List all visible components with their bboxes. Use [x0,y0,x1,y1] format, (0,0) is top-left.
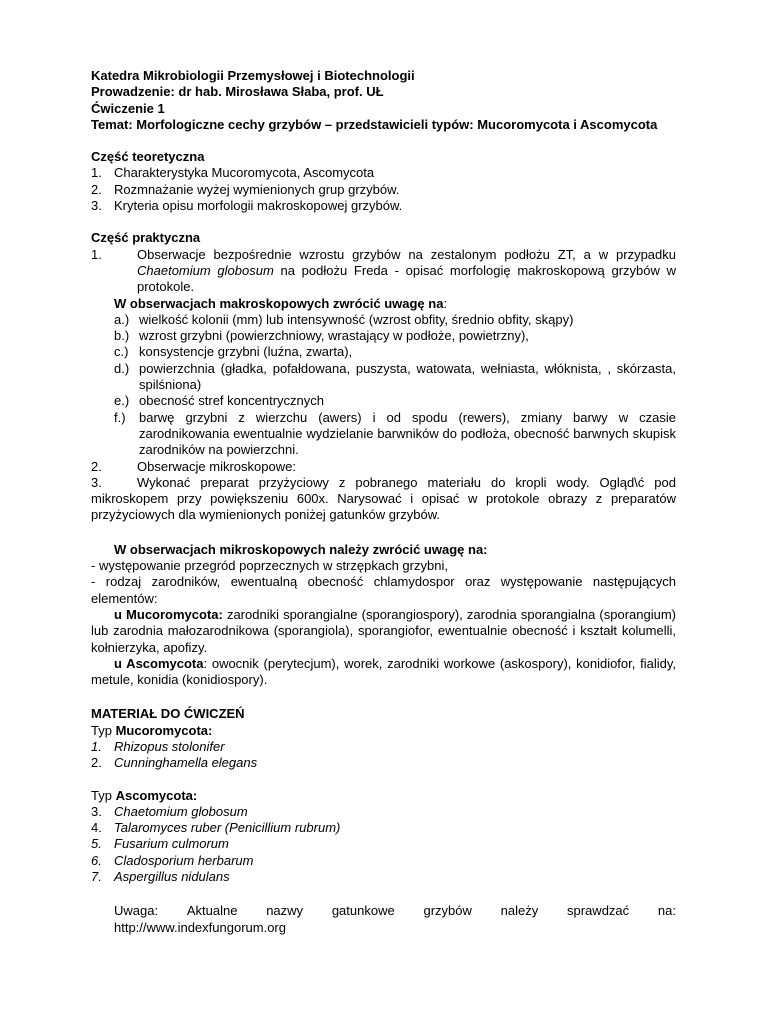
document-page [91,68,676,936]
list-number: 3. [91,474,102,490]
materials-heading: MATERIAŁ DO ĆWICZEŃ [91,706,245,722]
type-label: Typ Mucoromycota: [91,722,213,738]
spacer [91,885,676,903]
list-text: Obserwacje mikroskopowe: [137,458,296,474]
species-item: 5. Fusarium culmorum [91,836,229,852]
topic-line: Temat: Morfologiczne cechy grzybów – przedstawicieli typów: Mucoromycota i Ascomycota [91,116,658,132]
list-number: 1. [91,246,102,262]
species-item: 7. Aspergillus nidulans [91,869,230,885]
spacer [91,772,676,788]
macro-heading: W obserwacjach makroskopowych zwrócić uwagę na: [114,295,448,311]
species-item: 3. Chaetomium globosum [91,803,248,819]
instructor-line: Prowadzenie: dr hab. Mirosława Słaba, prof. UŁ [91,84,384,100]
department-name: Katedra Mikrobiologii Przemysłowej i Biotechnologii [91,68,415,83]
species-name: Chaetomium globosum [137,262,274,278]
list-item [91,165,676,181]
list-item: c.) konsystencje grzybni (luźna, zwarta), [114,344,353,360]
list-item [91,198,676,214]
spacer [91,688,676,706]
list-item: d.) powierzchnia (gładka, pofałdowana, puszysta, watowata, wełniasta, włóknista, , skórzasta, spilśniona) [114,360,676,393]
spacer [91,524,676,542]
list-text: Charakterystyka Mucoromycota, Ascomycota [114,165,375,181]
list-text: Kryteria opisu morfologii makroskopowej grzybów. [114,198,403,214]
list-item: b.) wzrost grzybni (powierzchniowy, wrastający w podłoże, powietrzny), [114,328,529,344]
list-item [91,182,676,198]
theory-heading: Część teoretyczna [91,149,205,165]
list-item: a.) wielkość kolonii (mm) lub intensywność (wzrost obfity, średnio obfity, skąpy) [114,311,574,327]
list-item [91,475,676,524]
list-item [91,247,676,296]
species-item: 6. Cladosporium herbarum [91,852,254,868]
micro-line: - występowanie przegród poprzecznych w strzępkach grzybni, [91,558,448,574]
micro-heading: W obserwacjach mikroskopowych należy zwrócić uwagę na: [114,541,488,557]
list-item [91,459,676,475]
list-number: 2. [91,181,102,197]
species-item: 2. Cunninghamella elegans [91,755,258,771]
note-line: Uwaga: Aktualne nazwy gatunkowe grzybów należy sprawdzać na: [114,903,676,919]
ascomycota-paragraph: u Ascomycota: owocnik (perytecjum), worek, zarodniki workowe (askospory), konidiofor, fialidy, metule, konidia (konidiospory). [91,655,676,688]
list-item: e.) obecność stref koncentrycznych [114,393,324,409]
list-item: f.) barwę grzybni z wierzchu (awers) i od spodu (rewers), zmiany barwy w czasie zarodnikowania ewentualnie wydzielanie barwników do podłoża, obecność barwnych skupisk zarodników na powierzchni. [114,409,676,458]
type-label: Typ Ascomycota: [91,787,198,803]
list-text: Rozmnażanie wyżej wymienionych grup grzybów. [114,181,400,197]
mucoromycota-paragraph: u Mucoromycota: zarodniki sporangialne (sporangiospory), zarodnia sporangialna (sporangium) lub zarodnia małozarodnikowa (sporangiola), sporangiofor, ewentualnie obecność i kształt kolumelli, kołnierzyka, apofizy. [91,606,676,655]
spacer [91,214,676,230]
note [91,903,676,936]
list-number: 1. [91,165,102,181]
list-text: Obserwacje bezpośrednie wzrostu grzybów na zestalonym podłożu ZT, a w przypadku Chaetomium globosum na podłożu Freda - opisać morfologię makroskopową grzybów w protokole. [137,246,676,295]
species-item: 4. Talaromyces ruber (Penicillium rubrum) [91,820,341,836]
list-text: Wykonać preparat przyżyciowy z pobranego materiału do kropli wody. Ogląd\ć pod mikroskopem przy powiększeniu 600x. Narysować i opisać w protokole obrazy z preparatów przyżyciowych dla wymienionych poniżej gatunków grzybów. [91,474,676,523]
micro-line: - rodzaj zarodników, ewentualną obecność chlamydospor oraz występowanie następujących elementów: [91,574,676,606]
species-item: 1. Rhizopus stolonifer [91,738,225,754]
spacer [91,133,676,149]
practice-heading: Część praktyczna [91,230,201,246]
exercise-number: Ćwiczenie 1 [91,100,165,116]
list-number: 2. [91,458,102,474]
index-fungorum-link[interactable]: http://www.indexfungorum.org [114,919,286,935]
list-number: 3. [91,198,102,214]
